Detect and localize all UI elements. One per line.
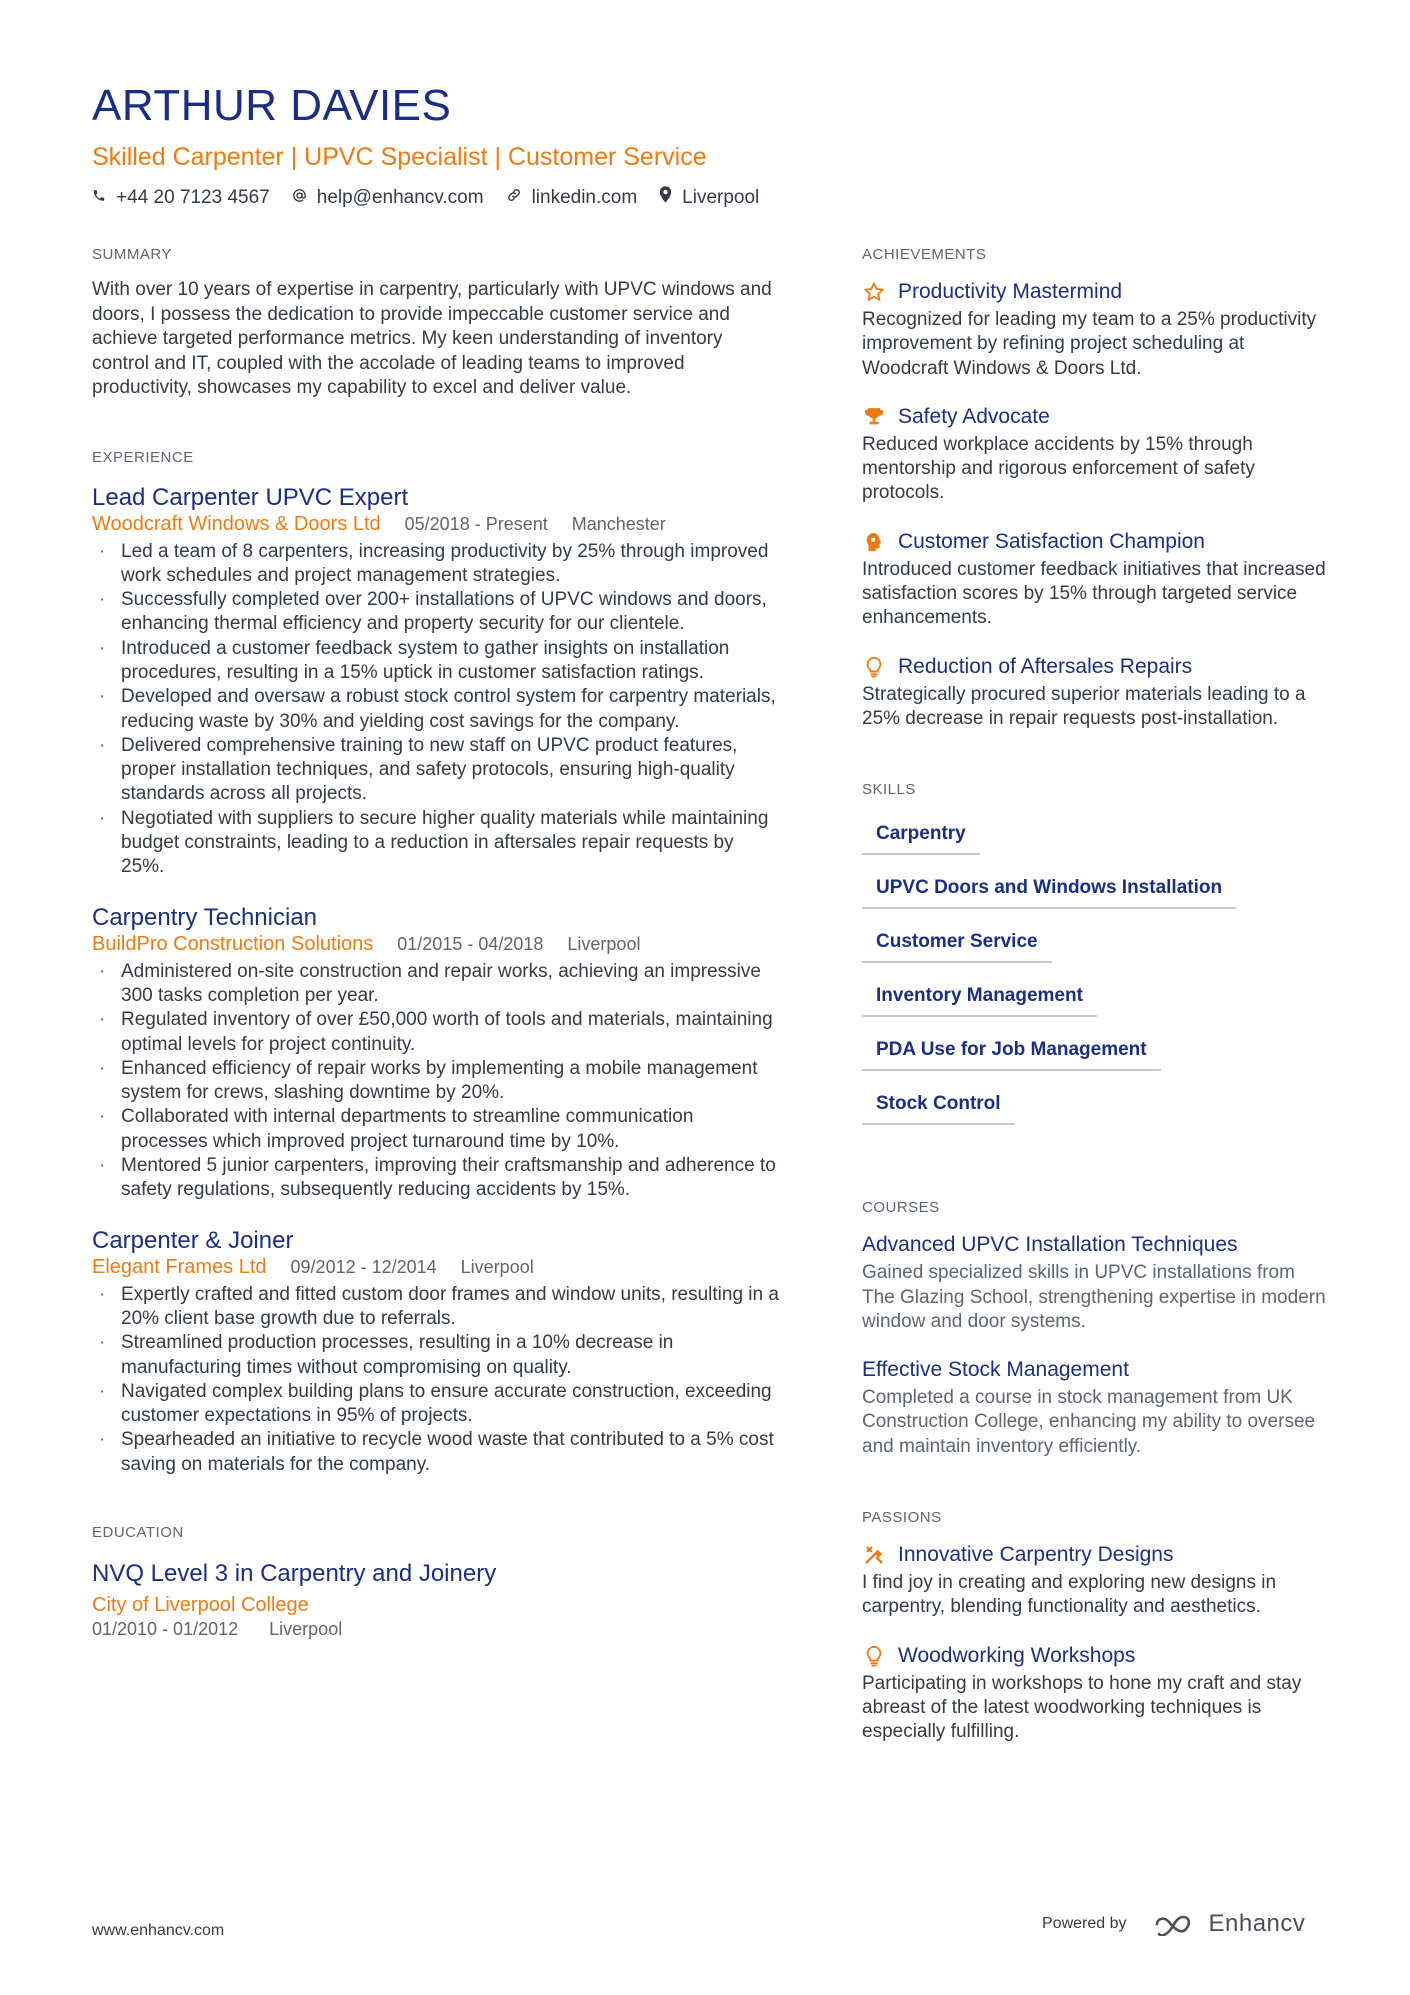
- passion-desc: Participating in workshops to hone my craft and stay abreast of the latest woodworking techniques is especially fulfilling.: [862, 1672, 1302, 1743]
- job-bullet: · Delivered comprehensive training to new staff on UPVC product features, proper installation techniques, and safety protocols, ensuring high-quality standards across all projects.: [92, 734, 782, 807]
- brand-logo[interactable]: [1153, 1910, 1306, 1938]
- linkedin-link[interactable]: linkedin.com: [531, 186, 638, 208]
- candidate-name: ARTHUR DAVIES: [92, 81, 452, 130]
- lightbulb-icon: [862, 655, 886, 679]
- job-bullet: · Enhanced efficiency of repair works by implementing a mobile management system for crews, slashing downtime by 20%.: [92, 1057, 782, 1106]
- job-bullet: · Regulated inventory of over £50,000 worth of tools and materials, maintaining optimal levels for project continuity.: [92, 1008, 782, 1057]
- course-item: [862, 1231, 1332, 1334]
- course-desc: Completed a course in stock management from UK Construction College, enhancing my ability to oversee and maintain inventory efficiently.: [862, 1387, 1316, 1457]
- trophy-icon: [862, 405, 886, 429]
- powered-by-label: Powered by: [1042, 1915, 1127, 1932]
- job-bullet: · Expertly crafted and fitted custom door frames and window units, resulting in a 20% client base growth due to referrals.: [92, 1283, 782, 1332]
- achievement-desc: Introduced customer feedback initiatives that increased satisfaction scores by 15% through targeted service enhancements.: [862, 558, 1326, 629]
- star-icon: [862, 280, 886, 304]
- courses-section: [862, 1199, 1332, 1459]
- summary-section: [92, 246, 782, 401]
- achievement-item: [862, 653, 1332, 732]
- job-title: Lead Carpenter UPVC Expert: [92, 483, 409, 511]
- job-title: Carpenter & Joiner: [92, 1226, 294, 1254]
- achievement-title: Productivity Mastermind: [898, 280, 1123, 303]
- footer-website[interactable]: www.enhancv.com: [92, 1922, 225, 1939]
- job-bullet: · Introduced a customer feedback system to gather insights on installation procedures, resulting in a 15% uptick in customer satisfaction ratings.: [92, 637, 782, 686]
- job-bullet: · Mentored 5 junior carpenters, improving their craftsmanship and adherence to safety regulations, subsequently reducing accidents by 15%.: [92, 1154, 782, 1203]
- job-bullet: · Successfully completed over 200+ installations of UPVC windows and doors, enhancing thermal efficiency and property security for our clientele.: [92, 588, 782, 637]
- job-entry: [92, 484, 782, 880]
- section-title-experience: EXPERIENCE: [92, 448, 194, 466]
- job-bullet: · Collaborated with internal departments to streamline communication processes which improved project turnaround time by 10%.: [92, 1105, 782, 1154]
- lightbulb-icon: [862, 1644, 886, 1668]
- job-bullets: [92, 540, 782, 880]
- education-meta: [92, 1617, 782, 1641]
- job-bullet: · Developed and oversaw a robust stock control system for carpentry materials, reducing waste by 30% and yielding cost savings for the company.: [92, 685, 782, 734]
- resume-header: [92, 82, 1312, 209]
- job-meta: [92, 1255, 782, 1279]
- job-bullet: · Administered on-site construction and repair works, achieving an impressive 300 tasks completion per year.: [92, 960, 782, 1009]
- skill-tag: Stock Control: [862, 1087, 1015, 1125]
- achievements-section: [862, 246, 1332, 731]
- achievement-heading: [862, 278, 1332, 306]
- link-icon: [506, 187, 532, 209]
- job-meta: [92, 512, 782, 536]
- education-degree: NVQ Level 3 in Carpentry and Joinery: [92, 1560, 497, 1587]
- achievement-item: [862, 278, 1332, 381]
- job-entry: [92, 1227, 782, 1477]
- skill-tag: UPVC Doors and Windows Installation: [862, 871, 1236, 909]
- section-title-education: EDUCATION: [92, 1524, 184, 1541]
- job-bullet: · Negotiated with suppliers to secure higher quality materials while maintaining budget constraints, leading to a reduction in aftersales repair requests by 25%.: [92, 807, 782, 880]
- passion-desc: I find joy in creating and exploring new designs in carpentry, blending functionality and aesthetics.: [862, 1572, 1277, 1618]
- section-title-achievements: ACHIEVEMENTS: [862, 246, 987, 263]
- achievement-title: Customer Satisfaction Champion: [898, 529, 1205, 553]
- skill-tag: Carpentry: [862, 817, 980, 855]
- job-bullet: · Spearheaded an initiative to recycle wood waste that contributed to a 5% cost saving on materials for the company.: [92, 1428, 782, 1477]
- email-address[interactable]: help@enhancv.com: [316, 186, 484, 208]
- section-title-passions: PASSIONS: [862, 1509, 942, 1527]
- passion-heading: [862, 1541, 1332, 1569]
- job-title: Carpentry Technician: [92, 903, 318, 931]
- achievement-item: [862, 403, 1332, 506]
- education-school: City of Liverpool College: [92, 1594, 309, 1616]
- skills-list: [862, 803, 1332, 1125]
- location-pin-icon: [659, 186, 682, 209]
- contact-bar: [92, 186, 1312, 209]
- achievement-heading: [862, 653, 1332, 681]
- job-company: Woodcraft Windows & Doors Ltd: [92, 512, 381, 535]
- brand-name: Enhancv: [1208, 1910, 1306, 1937]
- passion-heading: [862, 1642, 1332, 1670]
- achievement-heading: [862, 403, 1332, 431]
- skill-tag: Inventory Management: [862, 979, 1097, 1017]
- head-icon: [862, 530, 886, 554]
- achievement-desc: Recognized for leading my team to a 25% productivity improvement by refining project scheduling at Woodcraft Windows & Doors Ltd.: [862, 309, 1317, 379]
- location-text: Liverpool: [682, 186, 760, 208]
- job-dates: 05/2018 - Present: [404, 513, 548, 534]
- footer-branding: [1042, 1910, 1305, 1938]
- course-title: Advanced UPVC Installation Techniques: [862, 1233, 1238, 1257]
- job-dates: 01/2015 - 04/2018: [397, 933, 544, 954]
- passion-item: [862, 1642, 1332, 1745]
- job-location: Liverpool: [567, 933, 641, 954]
- course-item: [862, 1356, 1332, 1459]
- passion-item: [862, 1541, 1332, 1620]
- course-title: Effective Stock Management: [862, 1358, 1129, 1382]
- experience-section: [92, 449, 782, 1478]
- section-title-skills: SKILLS: [862, 781, 916, 799]
- left-column: [92, 246, 782, 1641]
- job-meta: [92, 932, 782, 956]
- tools-icon: [862, 1543, 886, 1567]
- passion-title: Innovative Carpentry Designs: [898, 1543, 1174, 1567]
- education-section: [92, 1524, 782, 1641]
- job-company: BuildPro Construction Solutions: [92, 932, 374, 955]
- right-column: [862, 246, 1332, 1745]
- achievement-item: [862, 528, 1332, 631]
- course-desc: Gained specialized skills in UPVC installations from The Glazing School, strengthening expertise in modern window and door systems.: [862, 1262, 1326, 1332]
- contact-phone: [92, 187, 270, 209]
- job-location: Manchester: [571, 513, 666, 534]
- education-location: Liverpool: [269, 1619, 343, 1639]
- at-icon: [292, 187, 317, 209]
- job-dates: 09/2012 - 12/2014: [290, 1256, 437, 1277]
- contact-email[interactable]: [292, 187, 484, 209]
- job-location: Liverpool: [460, 1256, 534, 1277]
- job-bullet: · Led a team of 8 carpenters, increasing productivity by 25% through improved work schedules and project management strategies.: [92, 540, 782, 589]
- achievement-desc: Strategically procured superior materials leading to a 25% decrease in repair requests post-installation.: [862, 683, 1306, 729]
- job-company: Elegant Frames Ltd: [92, 1255, 267, 1278]
- section-title-summary: SUMMARY: [92, 246, 172, 263]
- achievement-title: Safety Advocate: [898, 404, 1050, 428]
- job-bullet: · Streamlined production processes, resulting in a 10% decrease in manufacturing times without compromising on quality.: [92, 1331, 782, 1380]
- job-bullet: · Navigated complex building plans to ensure accurate construction, exceeding customer expectations in 95% of projects.: [92, 1380, 782, 1429]
- job-entry: [92, 904, 782, 1203]
- contact-location: [659, 186, 759, 209]
- passion-title: Woodworking Workshops: [898, 1643, 1136, 1667]
- phone-icon: [92, 187, 116, 209]
- skill-tag: Customer Service: [862, 925, 1052, 963]
- phone-number: +44 20 7123 4567: [116, 186, 270, 208]
- contact-linkedin[interactable]: [506, 187, 638, 209]
- enhancv-logo-icon: [1153, 1912, 1201, 1936]
- achievement-desc: Reduced workplace accidents by 15% through mentorship and rigorous enforcement of safety protocols.: [862, 433, 1255, 504]
- summary-text: With over 10 years of expertise in carpentry, particularly with UPVC windows and doors, I possess the dedication to provide impeccable customer service and achieve targeted performance metrics. My keen understanding of inventory control and IT, coupled with the accolade of leading teams to improved productivity, showcases my capability to excel and deliver value.: [92, 279, 772, 398]
- candidate-tagline: Skilled Carpenter | UPVC Specialist | Customer Service: [92, 143, 707, 171]
- achievement-heading: [862, 528, 1332, 556]
- achievement-title: Reduction of Aftersales Repairs: [898, 654, 1193, 678]
- skills-section: [862, 781, 1332, 1125]
- passions-section: [862, 1509, 1332, 1744]
- job-bullets: [92, 1283, 782, 1477]
- job-bullets: [92, 960, 782, 1203]
- section-title-courses: COURSES: [862, 1199, 940, 1217]
- education-dates: 01/2010 - 01/2012: [92, 1619, 239, 1639]
- skill-tag: PDA Use for Job Management: [862, 1033, 1161, 1071]
